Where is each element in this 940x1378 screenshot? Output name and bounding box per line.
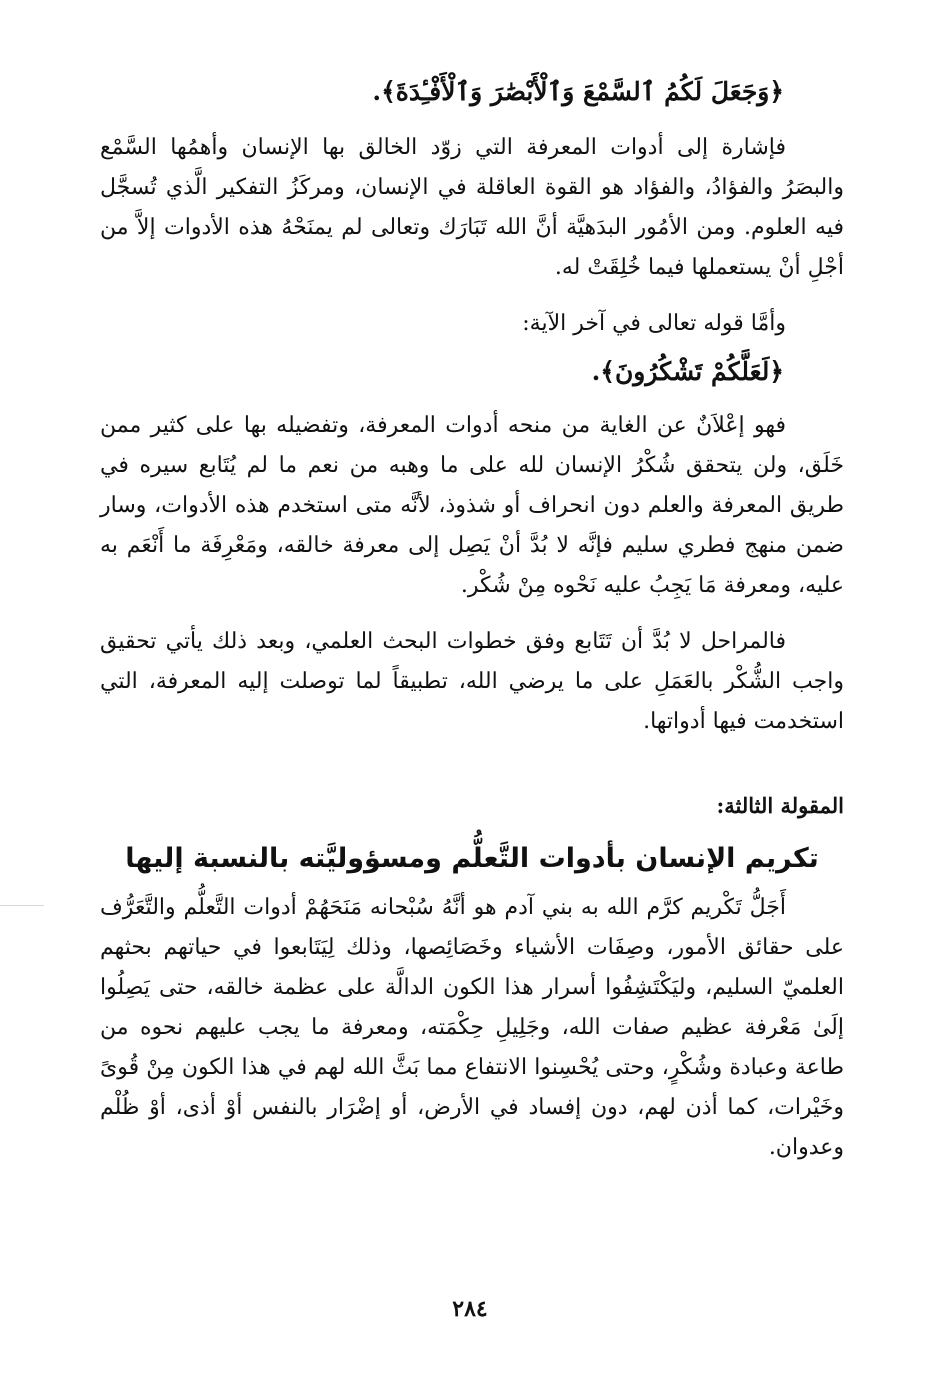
section-label: المقولة الثالثة: (716, 793, 844, 818)
paragraph-2: وأمَّا قوله تعالى في آخر الآية: (522, 311, 786, 336)
quran-verse-2: ﴿لَعَلَّكُمْ تَشْكُرُونَ﴾. (591, 357, 784, 386)
section-heading: تكريم الإنسان بأدوات التَّعلُّم ومسؤوليَّته بالنسبة إليها (125, 843, 819, 874)
paragraph-3: فهو إعْلاَنٌ عن الغاية من منحه أدوات المعرفة، وتفضيله بها على كثير ممن خَلَق، ولن يتحقق شُكْرُ الإنسان لله على ما وهبه من نعم ما لم يُتَابع سيره في طريق المعرفة والعلم دون انحراف أو شذوذ، لأنَّه متى استخدم هذه الأدوات، وسار ضمن منهج فطري سليم فإنَّه لا بُدَّ أنْ يَصِل إلى معرفة خالقه، ومَعْرِفَة ما أَنْعَم به عليه، ومعرفة مَا يَجِبُ عليه نَحْوه مِنْ شُكْر. (100, 413, 844, 598)
paragraph-1: فإشارة إلى أدوات المعرفة التي زوّد الخالق بها الإنسان وأهمُها السَّمْع والبصَرُ والفؤادُ، والفؤاد هو القوة العاقلة في الإنسان، ومركَزُ التفكير الَّذي تُسجَّل فيه العلوم. ومن الأمُور البدَهيَّة أنَّ الله تَبَارَك وتعالى لم يمنَحْهُ هذه الأدوات إلاَّ من أجْلِ أنْ يستعملها فيما خُلِقَتْ له. (100, 135, 844, 280)
margin-mark (0, 905, 44, 906)
quran-verse-1: ﴿وَجَعَلَ لَكُمُ ٱلسَّمْعَ وَٱلْأَبْصَٰرَ وَٱلْأَفْـِٔدَةَ﴾. (372, 77, 784, 106)
page-number: ٢٨٤ (452, 1296, 488, 1322)
paragraph-5: أَجَلُّ تَكْريم كرَّم الله به بني آدم هو أنَّهُ سُبْحانه مَنَحَهُمْ أدوات التَّعلُّم والتَّعَرُّف على حقائق الأمور، وصِفَات الأشياء وخَصَائِصها، وذلك لِيَتَابعوا في حياتهم بحثهم العلميّ السليم، وليَكْتَشِفُوا أسرار هذا الكون الدالَّة على عظمة خالقه، حتى يَصِلُوا إلَىٰ مَعْرفة عظيم صفات الله، وجَلِيلِ حِكْمَته، ومعرفة ما يجب عليهم نحوه من طاعة وعبادة وشُكْرٍ، وحتى يُحْسِنوا الانتفاع مما بَثَّ الله لهم في هذا الكون مِنْ قُوىً وخَيْرات، كما أذن لهم، دون إفساد في الأرض، أو إضْرَار بالنفس أوْ أذى، أوْ ظُلْم وعدوان. (100, 895, 844, 1160)
paragraph-4: فالمراحل لا بُدَّ أن تَتَابع وفق خطوات البحث العلمي، وبعد ذلك يأتي تحقيق واجب الشُّكْر بالعَمَلِ على ما يرضي الله، تطبيقاً لما توصلت إليه المعرفة، التي استخدمت فيها أدواتها. (100, 629, 844, 734)
page-body (100, 72, 844, 1378)
